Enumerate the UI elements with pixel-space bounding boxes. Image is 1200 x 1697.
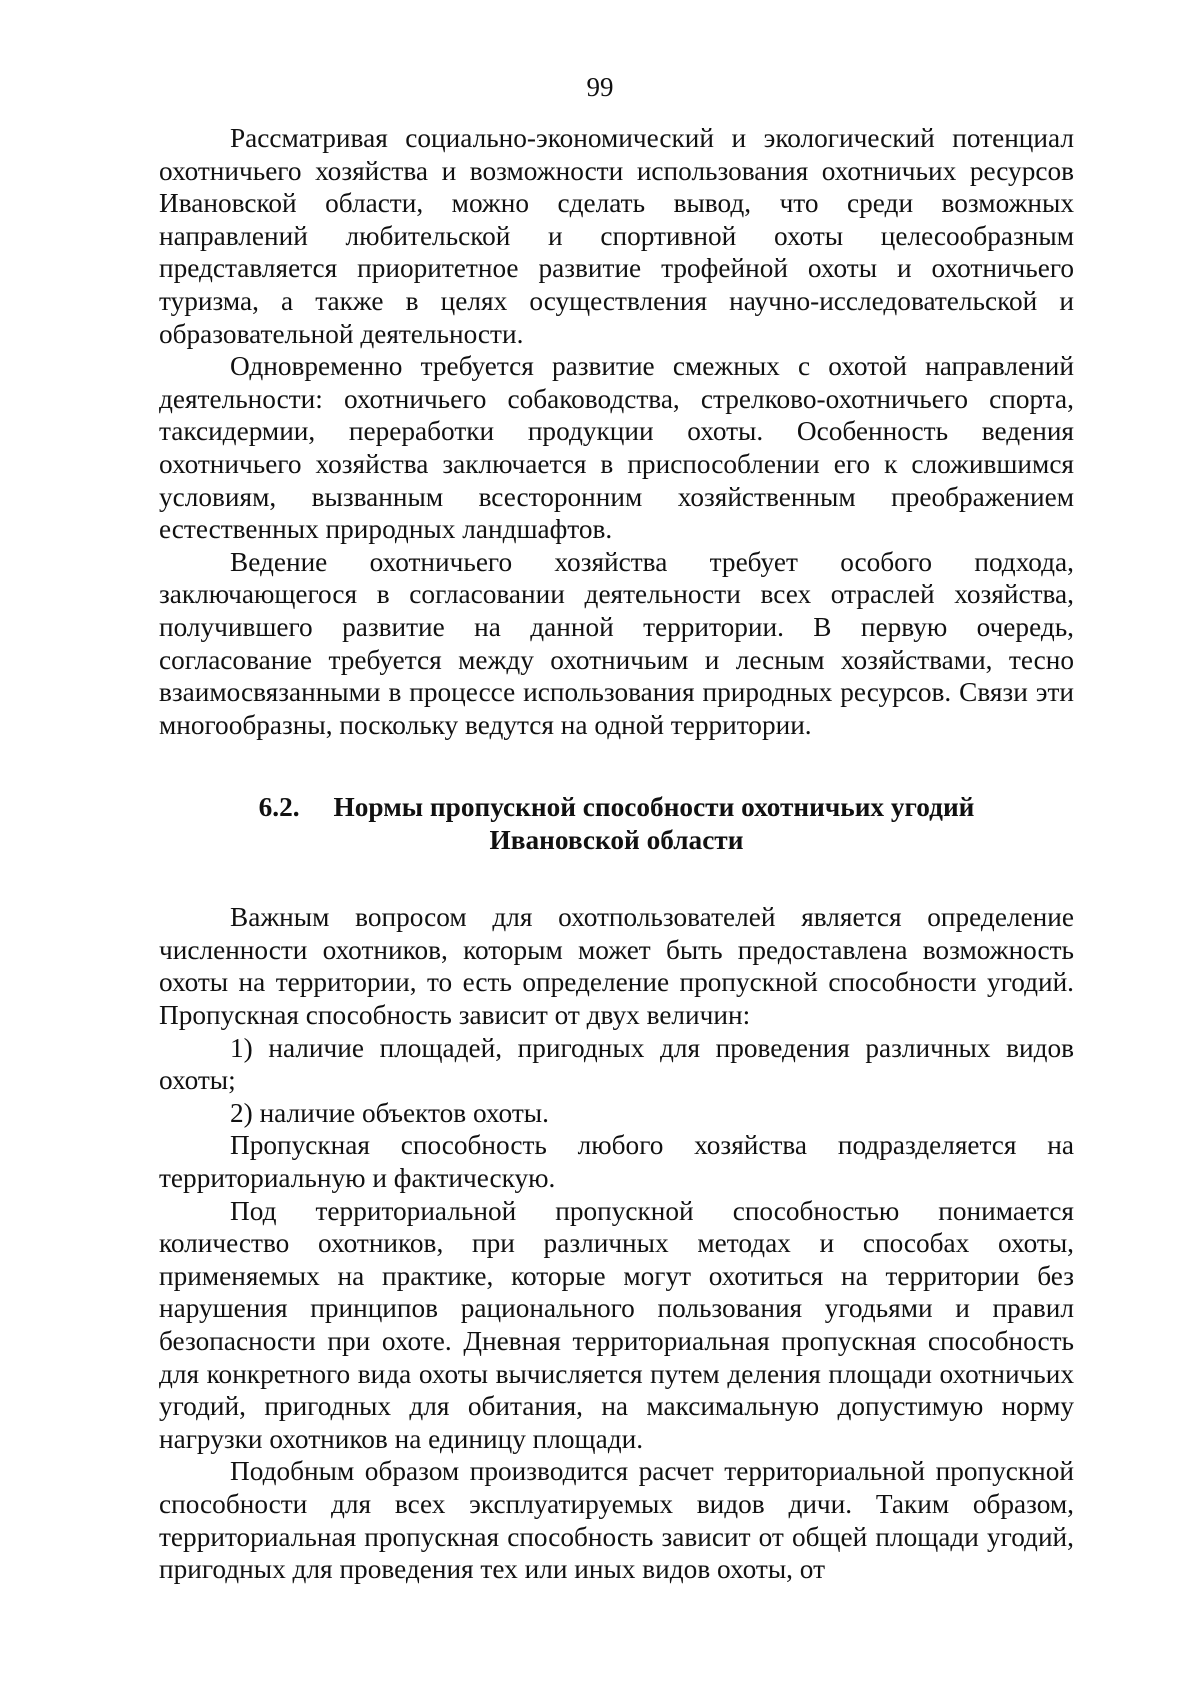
section-number: 6.2. — [258, 792, 300, 823]
paragraph-section-3: Под территориальной пропускной способностью понимается количество охотников, при различных методах и способах охоты, применяемых на практике, которые могут охотиться на территории без нарушения принципов рационального пользования угодьями и правил безопасности при охоте. Дневная территориальная пропускная способность для конкретного вида охоты вычисляется путем деления площади охотничьих угодий, пригодных для обитания, на максимальную допустимую норму нагрузки охотников на единицу площади. — [159, 1195, 1074, 1454]
section-heading — [159, 791, 1074, 857]
paragraph-section-2: Пропускная способность любого хозяйства подразделяется на территориальную и фактическую. — [159, 1130, 1074, 1194]
section-heading-line-1 — [159, 791, 1074, 824]
page-number: 99 — [586, 72, 614, 102]
list-item-1: 1) наличие площадей, пригодных для проведения различных видов охоты; — [159, 1032, 1074, 1096]
document-body — [159, 122, 1074, 1586]
section-title-line-1: Нормы пропускной способности охотничьих угодий — [333, 792, 975, 823]
paragraph-section-1: Важным вопросом для охотпользователей является определение численности охотников, которым может быть предоставлена возможность охоты на территории, то есть определение пропускной способности угодий. Пропускная способность зависит от двух величин: — [159, 902, 1074, 1031]
paragraph-section-4: Подобным образом производится расчет территориальной пропускной способности для всех эксплуатируемых видов дичи. Таким образом, территориальная пропускная способность зависит от общей площади угодий, пригодных для проведения тех или иных видов охоты, от — [159, 1456, 1074, 1585]
paragraph-intro-1: Рассматривая социально-экономический и экологический потенциал охотничьего хозяйства и возможности использования охотничьих ресурсов Ивановской области, можно сделать вывод, что среди возможных направлений любительской и спортивной охоты целесообразным представляется приоритетное развитие трофейной охоты и охотничьего туризма, а также в целях осуществления научно-исследовательской и образовательной деятельности. — [159, 123, 1074, 349]
list-item-2: 2) наличие объектов охоты. — [230, 1097, 549, 1128]
paragraph-intro-3: Ведение охотничьего хозяйства требует особого подхода, заключающегося в согласовании деятельности всех отраслей хозяйства, получившего развитие на данной территории. В первую очередь, согласование требуется между охотничьим и лесным хозяйствами, тесно взаимосвязанными в процессе использования природных ресурсов. Связи эти многообразны, поскольку ведутся на одной территории. — [159, 546, 1074, 740]
section-title-line-2: Ивановской области — [489, 825, 744, 856]
paragraph-intro-2: Одновременно требуется развитие смежных с охотой направлений деятельности: охотничьего собаководства, стрелково-охотничьего спорта, таксидермии, переработки продукции охоты. Особенность ведения охотничьего хозяйства заключается в приспособлении его к сложившимся условиям, вызванным всесторонним хозяйственным преображением естественных природных ландшафтов. — [159, 351, 1074, 545]
